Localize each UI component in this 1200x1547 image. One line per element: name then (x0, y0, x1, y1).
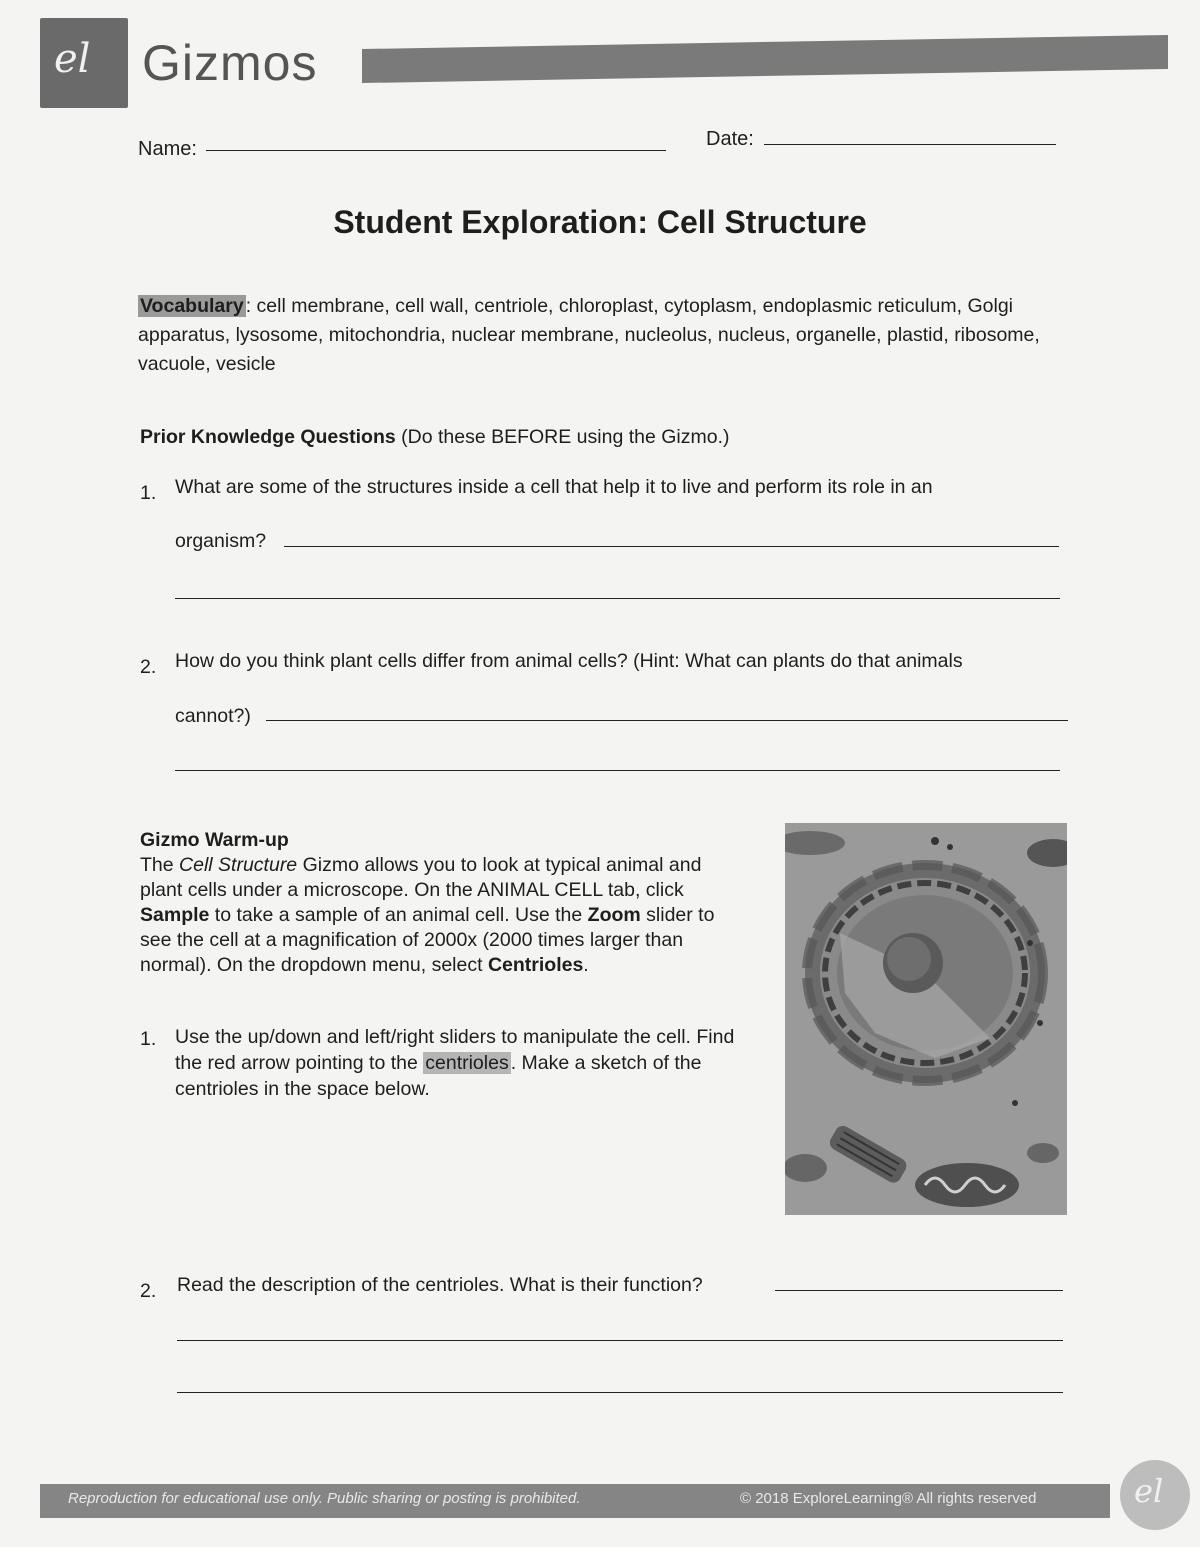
warmup-q1-text-b: . Make a sketch of the centrioles in the space below. (175, 1052, 702, 1100)
prior-q1-answer-line-2[interactable] (175, 598, 1060, 599)
date-label: Date: (706, 128, 754, 150)
warmup-centrioles-term: Centrioles (487, 954, 584, 976)
warmup-q2-answer-line-2[interactable] (177, 1340, 1063, 1341)
footer-logo-mark: el (1134, 1472, 1164, 1510)
brand-name: Gizmos (142, 35, 318, 91)
prior-q2-answer-line-1[interactable] (266, 720, 1068, 721)
prior-note: (Do these BEFORE using the Gizmo.) (395, 426, 730, 448)
prior-q1-text: What are some of the structures inside a cell that help it to live and perform its role in an (175, 476, 933, 498)
footer-notice: Reproduction for educational use only. Public sharing or posting is prohibited. (68, 1490, 581, 1507)
prior-q2-text-cont: cannot?) (175, 705, 251, 727)
header-bar (362, 35, 1168, 83)
warmup-text-d: slider to see the cell at a magnification of 2000x (2000 times larger than normal). On the dropdown menu, select (140, 904, 715, 976)
page-title: Student Exploration: Cell Structure (333, 204, 867, 240)
warmup-q1-number: 1. (140, 1028, 157, 1050)
prior-q2-number: 2. (140, 656, 157, 678)
vocabulary-terms: : cell membrane, cell wall, centriole, chloroplast, cytoplasm, endoplasmic reticulum, Golgi apparatus, lysosome, mitochondria, nuclear membrane, nucleolus, nucleus, organelle, plastid, ribosome, vacuole, vesicle (138, 295, 1040, 375)
name-label: Name: (138, 138, 197, 160)
prior-knowledge-heading (140, 426, 730, 449)
animal-cell-micrograph (785, 823, 1067, 1215)
vocabulary-paragraph (138, 292, 1068, 379)
warmup-zoom-term: Zoom (587, 904, 641, 926)
warmup-text-b: Gizmo allows you to look at typical animal and plant cells under a microscope. On the ANIMAL CELL tab, click (140, 854, 702, 901)
warmup-q2-number: 2. (140, 1280, 157, 1302)
warmup-heading: Gizmo Warm-up (140, 829, 289, 851)
explorelearning-logo (40, 18, 128, 108)
warmup-q1-text-a: Use the up/down and left/right sliders to manipulate the cell. Find the red arrow pointing to the (175, 1026, 735, 1074)
warmup-text-e: . (583, 954, 589, 976)
vocabulary-label: Vocabulary (140, 295, 244, 317)
warmup-q1-text (175, 1024, 745, 1102)
prior-q2-text: How do you think plant cells differ from animal cells? (Hint: What can plants do that animals (175, 650, 963, 672)
warmup-q2-answer-line-1[interactable] (775, 1290, 1063, 1291)
prior-q1-number: 1. (140, 482, 157, 504)
warmup-text-c: to take a sample of an animal cell. Use the (209, 904, 588, 926)
prior-q1-text-cont: organism? (175, 530, 267, 552)
prior-q1-answer-line-1[interactable] (284, 546, 1059, 547)
footer-logo (1120, 1460, 1190, 1530)
prior-q2-answer-line-2[interactable] (175, 770, 1060, 771)
date-field[interactable] (764, 144, 1056, 145)
logo-mark: el (54, 36, 91, 82)
prior-heading-text: Prior Knowledge Questions (140, 426, 396, 448)
name-field[interactable] (206, 150, 666, 151)
warmup-paragraph (140, 853, 740, 978)
warmup-q2-text: Read the description of the centrioles. What is their function? (177, 1274, 703, 1296)
footer-copyright: © 2018 ExploreLearning® All rights reserved (740, 1490, 1037, 1507)
warmup-section (140, 828, 740, 978)
warmup-gizmo-name: Cell Structure (179, 854, 298, 876)
warmup-q2-answer-line-3[interactable] (177, 1392, 1063, 1393)
warmup-text-a: The (140, 854, 180, 876)
warmup-sample-term: Sample (140, 904, 210, 926)
warmup-q1-highlight: centrioles (425, 1052, 509, 1074)
